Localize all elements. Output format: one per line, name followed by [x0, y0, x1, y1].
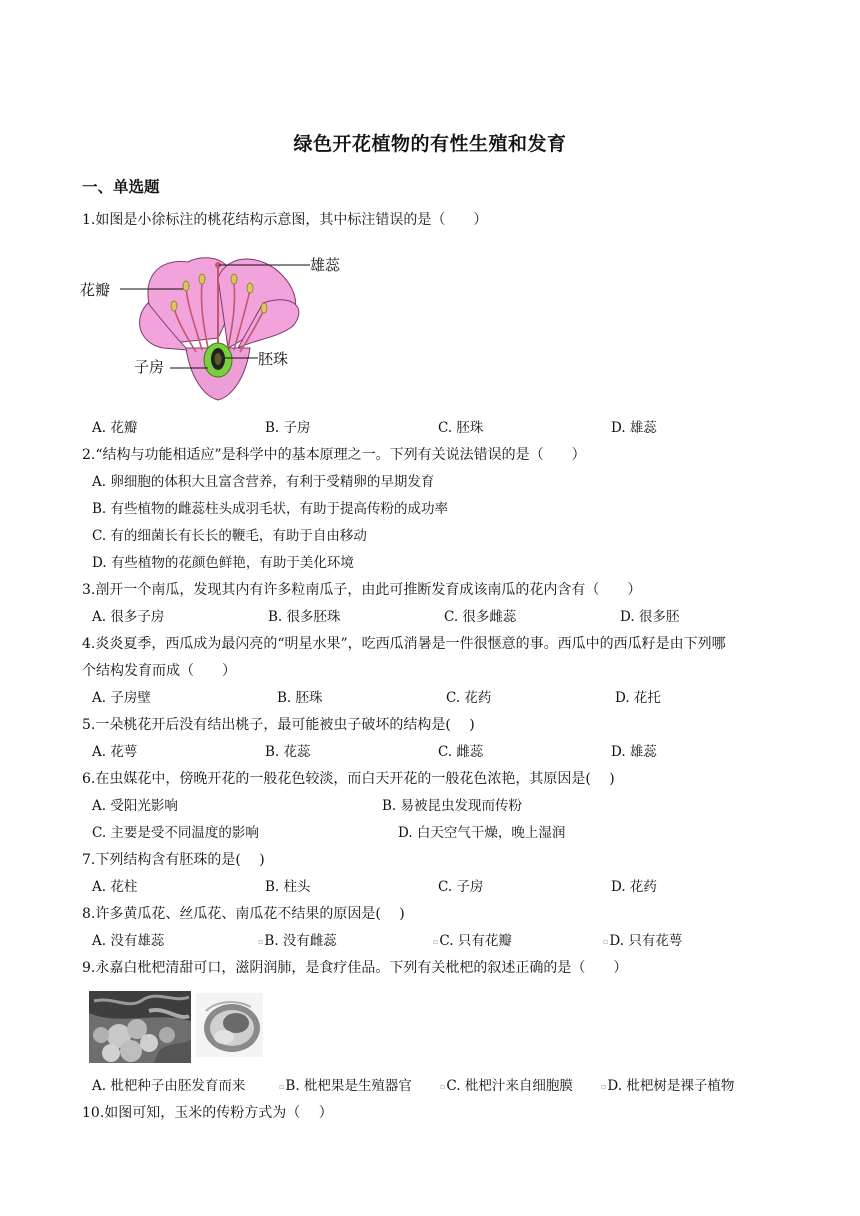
- q9-option-c[interactable]: ▫C. 枇杷汁来自细胞膜: [440, 1078, 573, 1094]
- question-2-stem: 2.“结构与功能相适应”是科学中的基本原理之一。下列有关说法错误的是（ ）: [82, 447, 586, 463]
- q4-option-a[interactable]: A. 子房壁: [92, 690, 151, 706]
- question-4-stem-line1: 4.炎炎夏季，西瓜成为最闪亮的“明星水果”，吃西瓜消暑是一件很惬意的事。西瓜中的西瓜籽是由下列哪: [82, 636, 726, 652]
- q7-option-b[interactable]: B. 柱头: [265, 879, 311, 895]
- anchor-mark-icon: ▫: [601, 1081, 607, 1091]
- question-4-stem-line2: 个结构发育而成（ ）: [82, 663, 236, 679]
- label-ovule: 胚珠: [258, 350, 289, 368]
- question-7-stem: 7.下列结构含有胚珠的是( ): [82, 852, 265, 868]
- q5-option-a[interactable]: A. 花萼: [92, 744, 138, 760]
- anchor-mark-icon: ▫: [279, 1081, 285, 1091]
- q1-option-c[interactable]: C. 胚珠: [438, 420, 484, 436]
- q8-option-c[interactable]: ▫C. 只有花瓣: [433, 933, 512, 949]
- page-title: 绿色开花植物的有性生殖和发育: [293, 133, 567, 155]
- q5-option-b[interactable]: B. 花蕊: [265, 744, 311, 760]
- q5-option-d[interactable]: D. 雄蕊: [611, 744, 657, 760]
- q6-option-a[interactable]: A. 受阳光影响: [92, 798, 178, 814]
- label-stamen: 雄蕊: [310, 256, 341, 274]
- question-6-stem: 6.在虫媒花中，傍晚开花的一般花色较淡，而白天开花的一般花色浓艳，其原因是( ): [82, 771, 615, 787]
- q4-option-d[interactable]: D. 花托: [615, 690, 661, 706]
- q1-option-b[interactable]: B. 子房: [265, 420, 311, 436]
- question-3-stem: 3.剖开一个南瓜，发现其内有许多粒南瓜子，由此可推断发育成该南瓜的花内含有（ ）: [82, 582, 642, 598]
- q5-option-c[interactable]: C. 雌蕊: [438, 744, 484, 760]
- question-9-stem: 9.永嘉白枇杷清甜可口，滋阴润肺，是食疗佳品。下列有关枇杷的叙述正确的是（ ）: [82, 960, 628, 976]
- q8-option-a[interactable]: A. 没有雄蕊: [92, 933, 165, 949]
- q7-option-a[interactable]: A. 花柱: [92, 879, 138, 895]
- question-5-stem: 5.一朵桃花开后没有结出桃子，最可能被虫子破坏的结构是( ): [82, 717, 475, 733]
- q3-option-b[interactable]: B. 很多胚珠: [268, 609, 341, 625]
- q8-option-d[interactable]: ▫D. 只有花萼: [603, 933, 683, 949]
- q2-option-c[interactable]: C. 有的细菌长有长长的鞭毛，有助于自由移动: [92, 528, 367, 544]
- q3-option-d[interactable]: D. 很多胚: [620, 609, 680, 625]
- q1-option-d[interactable]: D. 雄蕊: [611, 420, 657, 436]
- question-8-stem: 8.许多黄瓜花、丝瓜花、南瓜花不结果的原因是( ): [82, 906, 405, 922]
- question-1-stem: 1.如图是小徐标注的桃花结构示意图，其中标注错误的是（ ）: [82, 212, 488, 228]
- q9-option-d[interactable]: ▫D. 枇杷树是裸子植物: [601, 1078, 735, 1094]
- q2-option-a[interactable]: A. 卵细胞的体积大且富含营养，有利于受精卵的早期发育: [92, 474, 435, 490]
- anchor-mark-icon: ▫: [440, 1081, 446, 1091]
- q2-option-d[interactable]: D. 有些植物的花颜色鲜艳，有助于美化环境: [92, 555, 354, 571]
- anchor-mark-icon: ▫: [258, 936, 264, 946]
- q7-option-c[interactable]: C. 子房: [438, 879, 484, 895]
- anchor-mark-icon: ▫: [603, 936, 609, 946]
- q4-option-b[interactable]: B. 胚珠: [277, 690, 323, 706]
- q9-option-b[interactable]: ▫B. 枇杷果是生殖器官: [279, 1078, 412, 1094]
- q2-option-b[interactable]: B. 有些植物的雌蕊柱头成羽毛状，有助于提高传粉的成功率: [92, 501, 449, 517]
- loquat-cross-section-photo: [196, 993, 263, 1057]
- label-ovary: 子房: [134, 358, 165, 376]
- loquat-fruit-photo: [89, 991, 191, 1063]
- q3-option-c[interactable]: C. 很多雌蕊: [444, 609, 517, 625]
- q7-option-d[interactable]: D. 花药: [611, 879, 657, 895]
- q4-option-c[interactable]: C. 花药: [446, 690, 492, 706]
- question-10-stem: 10.如图可知，玉米的传粉方式为（ ）: [82, 1105, 333, 1121]
- anchor-mark-icon: ▫: [433, 936, 439, 946]
- section-heading: 一、单选题: [82, 178, 160, 196]
- q6-option-b[interactable]: B. 易被昆虫发现而传粉: [382, 798, 523, 814]
- q6-option-d[interactable]: D. 白天空气干燥，晚上湿润: [398, 825, 566, 841]
- peach-flower-diagram: [78, 248, 358, 408]
- q8-option-b[interactable]: ▫B. 没有雌蕊: [258, 933, 337, 949]
- q6-option-c[interactable]: C. 主要是受不同温度的影响: [92, 825, 259, 841]
- pistil-style: [217, 266, 219, 344]
- q1-option-a[interactable]: A. 花瓣: [92, 420, 138, 436]
- label-petal: 花瓣: [80, 281, 111, 299]
- q3-option-a[interactable]: A. 很多子房: [92, 609, 165, 625]
- q9-option-a[interactable]: A. 枇杷种子由胚发育而来: [92, 1078, 246, 1094]
